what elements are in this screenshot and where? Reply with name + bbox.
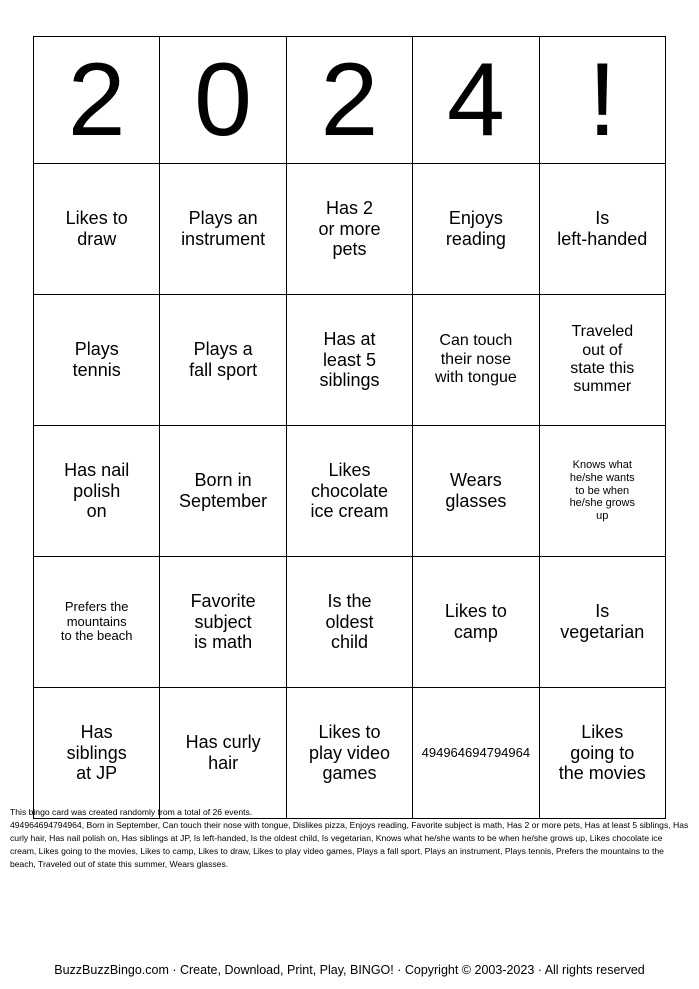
square-text: Prefers the mountains to the beach xyxy=(60,598,133,644)
square-text: Likes going to the movies xyxy=(558,721,646,784)
bingo-square xyxy=(34,688,160,819)
bingo-square xyxy=(539,426,665,557)
square-text: Has 2 or more pets xyxy=(318,197,381,260)
bingo-square xyxy=(539,557,665,688)
bingo-square xyxy=(413,557,539,688)
bingo-square xyxy=(286,557,412,688)
bingo-square xyxy=(539,164,665,295)
bingo-square xyxy=(286,426,412,557)
square-text: Favorite subject is math xyxy=(190,590,256,653)
card-caption xyxy=(10,806,690,870)
square-text: Wears glasses xyxy=(445,470,507,511)
square-text: Has nail polish on xyxy=(64,459,130,522)
square-text: Is left-handed xyxy=(557,208,648,249)
header-cell: 4 xyxy=(413,37,539,164)
square-text: Likes to draw xyxy=(65,208,128,249)
bingo-square xyxy=(160,688,286,819)
square-text: Is the oldest child xyxy=(325,590,374,653)
bingo-square xyxy=(160,164,286,295)
bingo-square xyxy=(34,164,160,295)
bingo-square xyxy=(413,688,539,819)
bingo-square xyxy=(539,295,665,426)
header-cell: 2 xyxy=(286,37,412,164)
bingo-square xyxy=(160,557,286,688)
header-cell: ! xyxy=(539,37,665,164)
footer-copyright: BuzzBuzzBingo.com · Create, Download, Print, Play, BINGO! · Copyright © 2003-2023 · All rights reserved xyxy=(54,963,645,977)
card-row xyxy=(34,688,666,819)
bingo-square xyxy=(286,688,412,819)
bingo-square xyxy=(413,295,539,426)
bingo-square xyxy=(413,426,539,557)
square-text: Knows what he/she wants to be when he/she grows up xyxy=(569,459,635,522)
bingo-square xyxy=(160,295,286,426)
bingo-square xyxy=(286,164,412,295)
bingo-square xyxy=(539,688,665,819)
square-text: Likes to play video games xyxy=(308,721,390,784)
square-text: Can touch their nose with tongue xyxy=(434,332,517,387)
header-row xyxy=(34,37,666,164)
square-text: Likes chocolate ice cream xyxy=(310,459,389,522)
bingo-square xyxy=(286,295,412,426)
header-cell: 2 xyxy=(34,37,160,164)
caption-event-list: 494964694794964, Born in September, Can touch their nose with tongue, Dislikes pizza, Enjoys reading, Favorite subject is math, Has 2 or more pets, Has at least 5 siblings, Has curly hair, Has nail polish on, Has siblings at JP, Is left-handed, Is the oldest child, Is vegetarian, Knows what he/she wants to be when he/she grows up, Likes chocolate ice cream, Likes going to the movies, Likes to camp, Likes to draw, Likes to play video games, Plays a fall sport, Plays an instrument, Plays tennis, Prefers the mountains to the beach, Traveled out of state this summer, Wears glasses. xyxy=(10,819,689,869)
bingo-square xyxy=(34,295,160,426)
square-text: Has siblings at JP xyxy=(66,721,127,784)
card-row xyxy=(34,164,666,295)
square-text: Traveled out of state this summer xyxy=(570,323,635,396)
square-text: Enjoys reading xyxy=(445,208,506,249)
bingo-square xyxy=(413,164,539,295)
square-text: Likes to camp xyxy=(444,601,507,642)
bingo-square xyxy=(160,426,286,557)
square-text: Plays tennis xyxy=(72,339,121,380)
bingo-card xyxy=(33,36,666,819)
square-text: Has curly hair xyxy=(185,732,261,773)
bingo-square xyxy=(34,557,160,688)
square-text: Has at least 5 siblings xyxy=(319,328,380,391)
card-row xyxy=(34,557,666,688)
square-text: Is vegetarian xyxy=(560,601,645,642)
square-text: Plays an instrument xyxy=(181,208,266,249)
caption-summary: This bingo card was created randomly from a total of 26 events. xyxy=(10,807,253,817)
square-text: 494964694794964 xyxy=(421,744,531,760)
square-text: Born in September xyxy=(179,470,268,511)
square-text: Plays a fall sport xyxy=(189,339,258,380)
header-cell: 0 xyxy=(160,37,286,164)
card-row xyxy=(34,426,666,557)
card-row xyxy=(34,295,666,426)
bingo-square xyxy=(34,426,160,557)
